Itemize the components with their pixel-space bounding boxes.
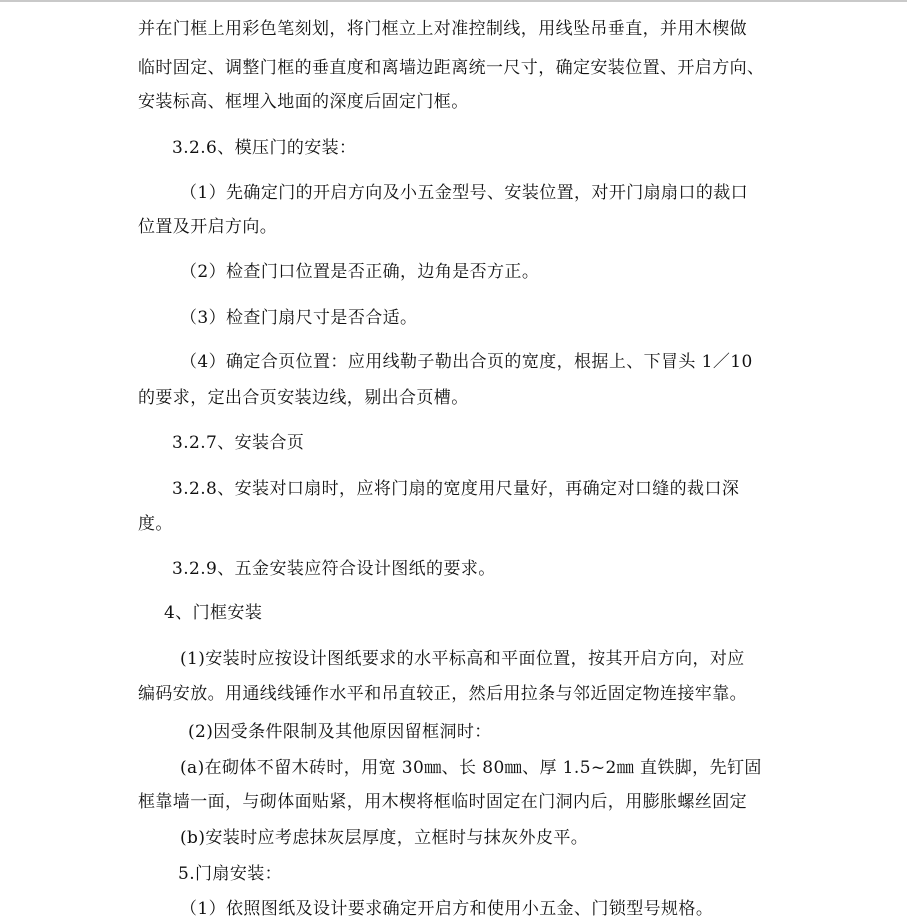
paragraph-line: 3.2.8、安装对口扇时，应将门扇的宽度用尺量好，再确定对口缝的裁口深 <box>172 479 740 499</box>
paragraph-line: (b)安装时应考虑抹灰层厚度，立框时与抹灰外皮平。 <box>180 828 589 848</box>
paragraph-line: （1）先确定门的开启方向及小五金型号、安装位置，对开门扇扇口的裁口 <box>180 183 749 203</box>
paragraph-line: 编码安放。用通线线锤作水平和吊直较正，然后用拉条与邻近固定物连接牢靠。 <box>138 684 747 704</box>
paragraph-line: （2）检查门口位置是否正确，边角是否方正。 <box>180 262 540 282</box>
paragraph-line: （4）确定合页位置：应用线勒子勒出合页的宽度，根据上、下冒头 1／10 <box>180 352 753 372</box>
paragraph-line: (1)安装时应按设计图纸要求的水平标高和平面位置，按其开启方向，对应 <box>180 649 745 669</box>
paragraph-line: 的要求，定出合页安装边线，剔出合页槽。 <box>138 388 469 408</box>
paragraph-line: 并在门框上用彩色笔刻划，将门框立上对准控制线，用线坠吊垂直，并用木楔做 <box>138 19 747 39</box>
section-heading: 3.2.6、模压门的安装： <box>172 138 357 158</box>
section-heading: 3.2.7、安装合页 <box>172 433 305 453</box>
paragraph-line: （1）依照图纸及设计要求确定开启方和使用小五金、门锁型号规格。 <box>180 899 714 918</box>
paragraph-line: (a)在砌体不留木砖时，用宽 30㎜、长 80㎜、厚 1.5~2㎜ 直铁脚，先钉固 <box>180 758 762 778</box>
paragraph-line: 位置及开启方向。 <box>138 217 278 237</box>
paragraph-line: 度。 <box>138 514 173 534</box>
section-heading: 5.门扇安装： <box>178 864 283 884</box>
section-heading: 4、门框安装 <box>164 603 263 623</box>
paragraph-line: （3）检查门扇尺寸是否合适。 <box>180 308 418 328</box>
paragraph-line: (2)因受条件限制及其他原因留框洞时： <box>188 722 492 742</box>
paragraph-line: 3.2.9、五金安装应符合设计图纸的要求。 <box>172 559 496 579</box>
paragraph-line: 安装标高、框埋入地面的深度后固定门框。 <box>138 92 469 112</box>
paragraph-line: 临时固定、调整门框的垂直度和离墙边距离统一尺寸，确定安装位置、开启方向、 <box>138 58 765 78</box>
paragraph-line: 框靠墙一面，与砌体面贴紧，用木楔将框临时固定在门洞内后，用膨胀螺丝固定 <box>138 792 747 812</box>
